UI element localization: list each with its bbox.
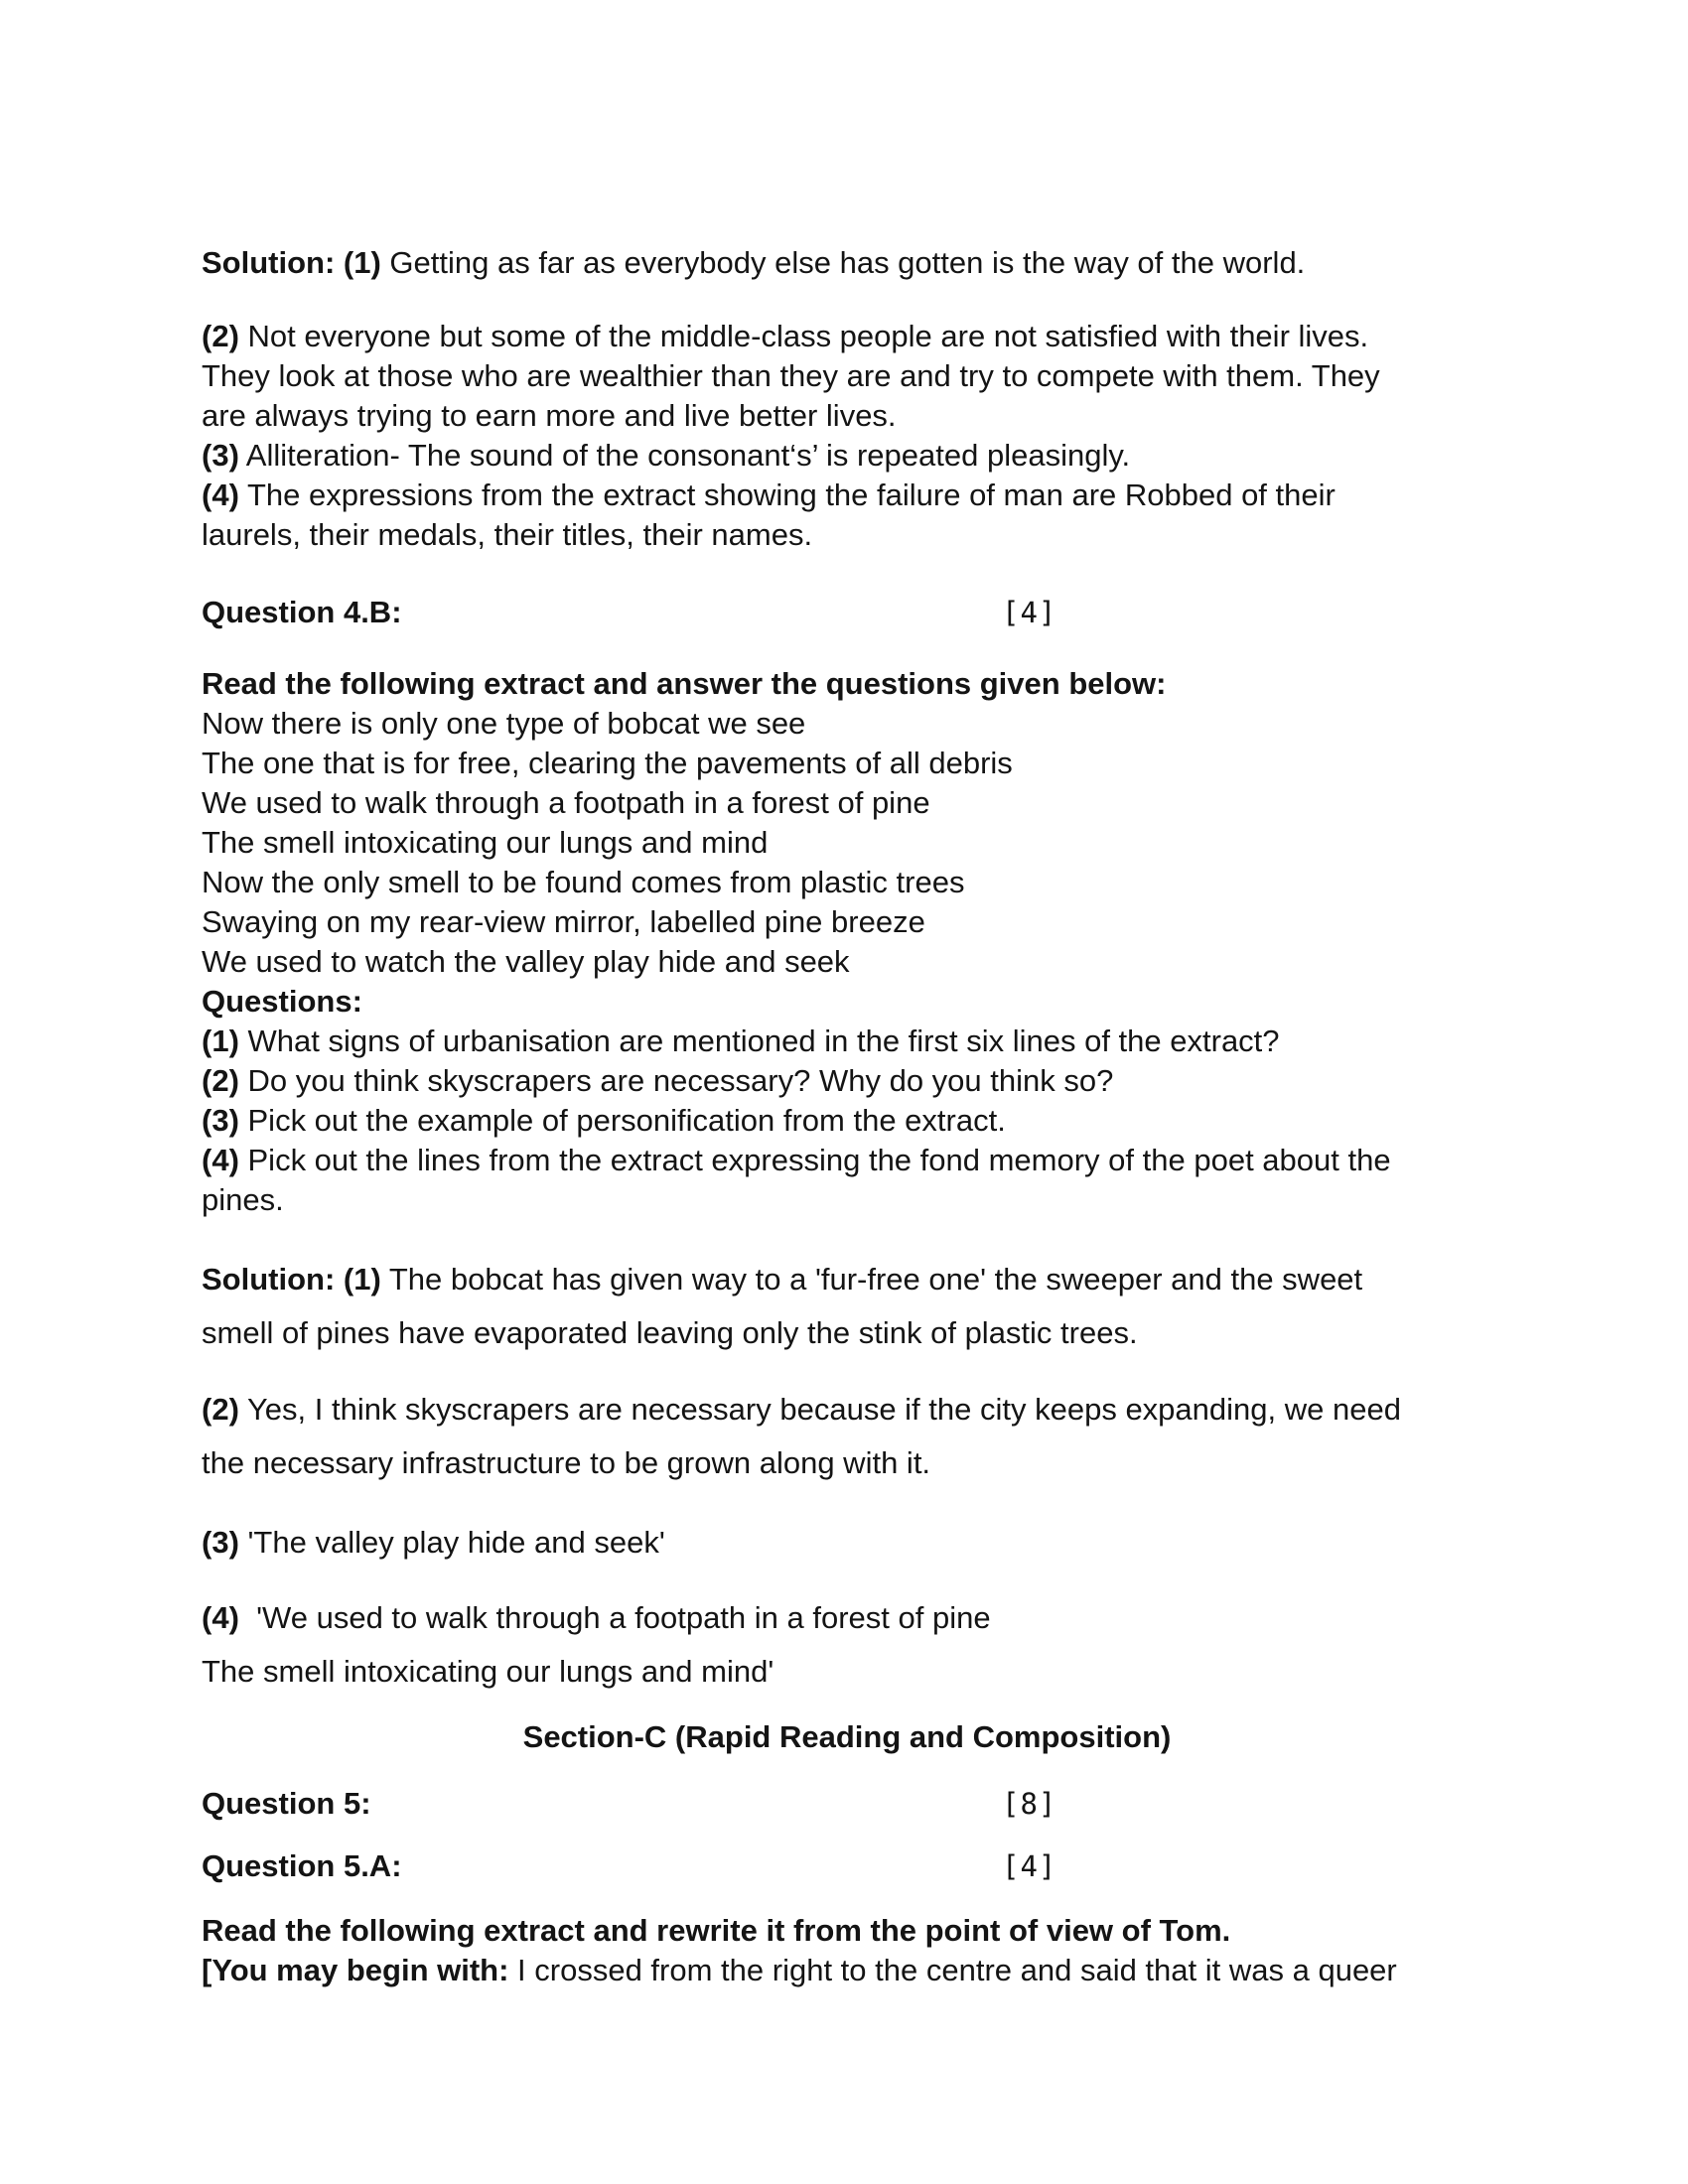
poem-line: We used to walk through a footpath in a forest of pine bbox=[202, 785, 930, 820]
solution-4b-line bbox=[202, 1516, 1492, 1570]
point-text: Alliteration- The sound of the consonant‘s’ is repeated pleasingly. bbox=[238, 438, 1131, 473]
question-text: Pick out the lines from the extract expressing the fond memory of the poet about the bbox=[238, 1143, 1391, 1177]
question-prefix: (1) bbox=[202, 1024, 239, 1058]
question-5a-label: Question 5.A: bbox=[202, 1848, 402, 1883]
question-prefix: (2) bbox=[202, 1063, 239, 1098]
question-5-marks: [8] bbox=[1002, 1787, 1057, 1821]
question-4b-row bbox=[202, 593, 1492, 632]
question-5a-row bbox=[202, 1846, 1492, 1886]
task-5a-instruction bbox=[202, 1911, 1492, 1951]
extract-4b bbox=[202, 664, 1492, 1220]
question-item bbox=[202, 1180, 1492, 1220]
solution-4a-point-line bbox=[202, 476, 1492, 515]
solution-prefix: (3) bbox=[202, 1525, 239, 1560]
solution-text: 'The valley play hide and seek' bbox=[238, 1525, 665, 1560]
solution-4b-p2 bbox=[202, 1383, 1492, 1490]
point-text: laurels, their medals, their titles, their names. bbox=[202, 517, 813, 552]
point-prefix: (3) bbox=[202, 438, 239, 473]
question-prefix: (3) bbox=[202, 1103, 239, 1138]
point-text: They look at those who are wealthier than they are and try to compete with them. They bbox=[202, 358, 1380, 393]
task-5a-begin bbox=[202, 1951, 1492, 1990]
solution-4a-intro bbox=[202, 243, 1492, 283]
poem-line: Now the only smell to be found comes from plastic trees bbox=[202, 865, 965, 899]
question-item bbox=[202, 1101, 1492, 1141]
solution-4a-point-line bbox=[202, 396, 1492, 436]
solution-4a-intro-prefix: Solution: (1) bbox=[202, 245, 381, 280]
poem-line: The one that is for free, clearing the pavements of all debris bbox=[202, 746, 1013, 780]
solution-4b-p3 bbox=[202, 1516, 1492, 1570]
question-item bbox=[202, 1061, 1492, 1101]
question-5-row bbox=[202, 1784, 1492, 1824]
section-c-heading-text: Section-C (Rapid Reading and Composition) bbox=[522, 1719, 1172, 1754]
question-5a-marks: [4] bbox=[1002, 1849, 1057, 1883]
point-prefix: (2) bbox=[202, 319, 239, 353]
solution-4b-line: the necessary infrastructure to be grown along with it. bbox=[202, 1445, 931, 1480]
question-text: Pick out the example of personification from the extract. bbox=[238, 1103, 1006, 1138]
solution-4b-p1 bbox=[202, 1253, 1492, 1360]
solution-4b-line: The smell intoxicating our lungs and mind' bbox=[202, 1654, 774, 1689]
question-prefix: (4) bbox=[202, 1143, 239, 1177]
point-text: are always trying to earn more and live better lives. bbox=[202, 398, 897, 433]
questions-label-text: Questions: bbox=[202, 984, 362, 1019]
solution-4b-line: smell of pines have evaporated leaving only the stink of plastic trees. bbox=[202, 1315, 1138, 1350]
solution-4a-point-line bbox=[202, 317, 1492, 356]
extract-4b-instruction bbox=[202, 664, 1492, 704]
poem-line: We used to watch the valley play hide and seek bbox=[202, 944, 850, 979]
solution-4a-point-line bbox=[202, 436, 1492, 476]
question-text: pines. bbox=[202, 1182, 284, 1217]
solution-4b-line bbox=[202, 1383, 1492, 1436]
solution-4b-line bbox=[202, 1591, 1492, 1645]
solution-4a-points bbox=[202, 317, 1492, 555]
poem-line: Swaying on my rear-view mirror, labelled pine breeze bbox=[202, 904, 925, 939]
solution-prefix: Solution: (1) bbox=[202, 1262, 381, 1297]
solution-4a-intro-line bbox=[202, 243, 1492, 283]
question-item bbox=[202, 1022, 1492, 1061]
solution-text: 'We used to walk through a footpath in a forest of pine bbox=[238, 1600, 991, 1635]
section-c-heading bbox=[202, 1717, 1492, 1757]
question-text: Do you think skyscrapers are necessary? Why do you think so? bbox=[238, 1063, 1114, 1098]
question-5-label: Question 5: bbox=[202, 1786, 371, 1821]
solution-4a-point-line bbox=[202, 356, 1492, 396]
questions-label bbox=[202, 982, 1492, 1022]
task-5a-instruction-text: Read the following extract and rewrite it from the point of view of Tom. bbox=[202, 1913, 1231, 1948]
task-5a-begin-text: I crossed from the right to the centre and said that it was a queer bbox=[508, 1953, 1397, 1987]
point-prefix: (4) bbox=[202, 478, 239, 512]
poem-line: Now there is only one type of bobcat we see bbox=[202, 706, 806, 741]
point-text: The expressions from the extract showing the failure of man are Robbed of their bbox=[238, 478, 1336, 512]
question-4b-label: Question 4.B: bbox=[202, 595, 402, 629]
task-5a-begin-prefix: [You may begin with: bbox=[202, 1953, 509, 1987]
solution-4a-intro-text: Getting as far as everybody else has gotten is the way of the world. bbox=[380, 245, 1306, 280]
extract-4b-instruction-text: Read the following extract and answer the questions given below: bbox=[202, 666, 1167, 701]
task-5a bbox=[202, 1911, 1492, 1990]
solution-text: The bobcat has given way to a 'fur-free one' the sweeper and the sweet bbox=[380, 1262, 1363, 1297]
solution-prefix: (2) bbox=[202, 1392, 239, 1427]
solution-prefix: (4) bbox=[202, 1600, 239, 1635]
question-4b-marks: [4] bbox=[1002, 596, 1057, 629]
solution-4a-point-line bbox=[202, 515, 1492, 555]
solution-4b-p4 bbox=[202, 1591, 1492, 1699]
point-text: Not everyone but some of the middle-class people are not satisfied with their lives. bbox=[238, 319, 1369, 353]
solution-text: Yes, I think skyscrapers are necessary because if the city keeps expanding, we need bbox=[238, 1392, 1401, 1427]
solution-4b-line bbox=[202, 1253, 1492, 1306]
question-text: What signs of urbanisation are mentioned in the first six lines of the extract? bbox=[238, 1024, 1280, 1058]
question-item bbox=[202, 1141, 1492, 1180]
poem-line: The smell intoxicating our lungs and mind bbox=[202, 825, 769, 860]
